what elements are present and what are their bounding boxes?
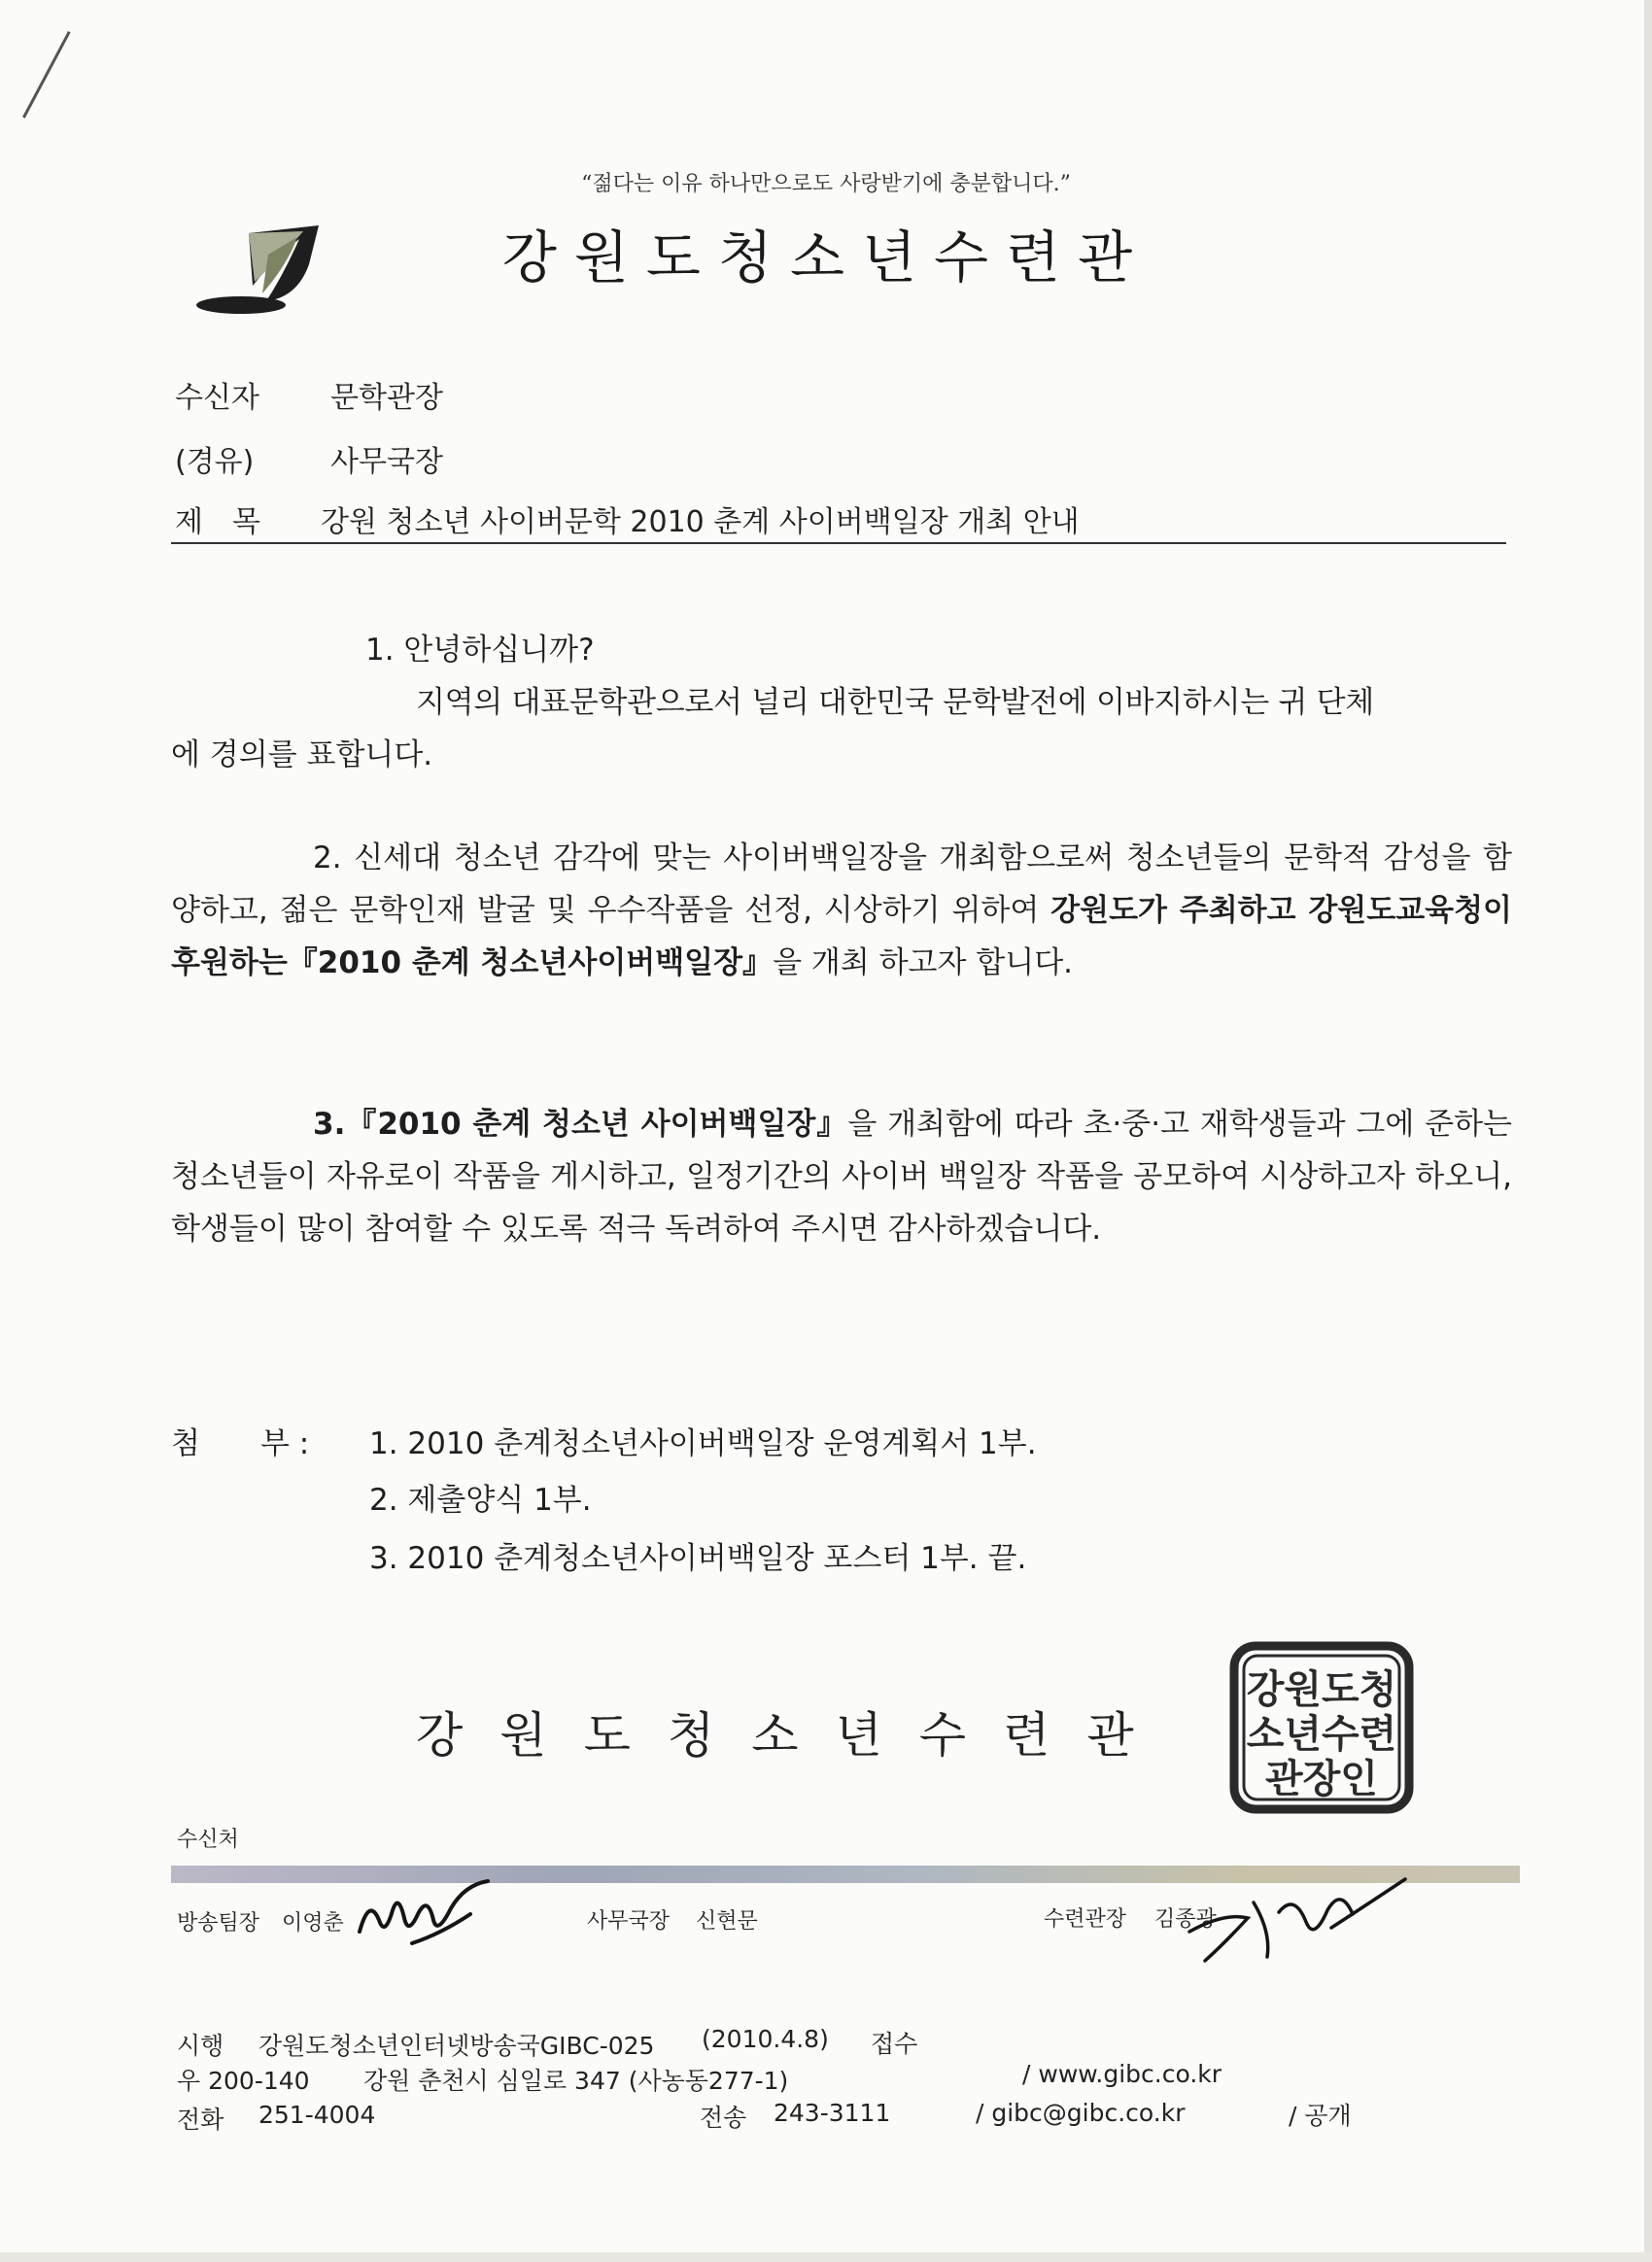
p1-line2: 지역의 대표문학관으로서 널리 대한민국 문학발전에 이바지하시는 귀 단체 <box>416 685 1374 720</box>
recipient-label: 수신자 <box>175 381 259 415</box>
seal-line-1: 강원도청 <box>1246 1667 1397 1712</box>
cc-label: 수신처 <box>177 1828 239 1852</box>
subject-label: 제 목 <box>175 505 260 539</box>
approver-3-name: 김종광 <box>1154 1907 1217 1932</box>
via-label: (경유) <box>175 445 255 479</box>
attachment-label: 첨 부 : <box>171 1426 310 1461</box>
seal-line-2: 소년수련 <box>1246 1712 1397 1757</box>
website-link[interactable]: / www.gibc.co.kr <box>1022 2060 1222 2088</box>
attachment-item-3: 3. 2010 춘계청소년사이버백일장 포스터 1부. 끝. <box>369 1541 1027 1576</box>
paragraph-2 <box>171 832 1512 989</box>
fax-number: 243-3111 <box>774 2099 891 2127</box>
official-seal <box>1228 1640 1415 1815</box>
approver-3-title: 수련관장 <box>1044 1907 1127 1932</box>
enforce-value: 강원도청소년인터넷방송국GIBC-025 <box>258 2032 655 2060</box>
fax-label: 전송 <box>700 2104 747 2132</box>
approver-2-name: 신현문 <box>696 1909 758 1934</box>
slogan: “젊다는 이유 하나만으로도 사랑받기에 충분합니다.” <box>581 172 1071 196</box>
logo-icon <box>194 225 330 317</box>
pen-mark <box>22 31 71 119</box>
p3-rest: 을 개최함에 따라 초·중·고 재학생들과 그에 준하는 청소년들이 자유로이 작품을 게시하고, 일정기간의 사이버 백일장 작품을 공모하여 시상하고자 하오니, 학생들이 많이 참여할 수 있도록 적극 독려하여 주시면 감사하겠습니다. <box>171 1107 1512 1247</box>
p1-line1: 1. 안녕하십니까? <box>365 633 595 668</box>
address: 강원 춘천시 심일로 347 (사농동277-1) <box>363 2067 789 2095</box>
enforce-date: (2010.4.8) <box>702 2025 829 2053</box>
via-value: 사무국장 <box>330 445 443 479</box>
p2-end: 을 개최 하고자 합니다. <box>773 945 1073 980</box>
email-link[interactable]: / gibc@gibc.co.kr <box>976 2099 1186 2127</box>
approver-1-title: 방송팀장 <box>177 1911 260 1936</box>
scan-edge-right <box>1644 0 1652 2262</box>
footer-org-name: 강원도청소년수련관 <box>416 1707 1171 1764</box>
recipient-value: 문학관장 <box>330 381 443 415</box>
disclosure-status: / 공개 <box>1289 2102 1352 2130</box>
p2-bold: 강원도가 주최하고 강원도교육청이 후원하는『2010 춘계 청소년사이버백일장』 <box>171 893 1512 980</box>
paragraph-3 <box>171 1098 1512 1255</box>
p2-start: 2. 신세대 청소년 감각에 맞는 사이버백일장을 개최함으로써 청소년들의 문학적 감성을 함양하고, 젊은 문학인재 발굴 및 우수작품을 선정, 시상하기 위하여 <box>171 840 1512 928</box>
p1-line3: 에 경의를 표합니다. <box>171 737 433 772</box>
phone-number: 251-4004 <box>258 2101 376 2129</box>
p3-bold: 3.『2010 춘계 청소년 사이버백일장』 <box>313 1107 848 1142</box>
paragraph-1 <box>171 624 1512 781</box>
signature-1-icon <box>354 1875 499 1949</box>
approver-2-title: 사무국장 <box>587 1909 671 1934</box>
scan-edge-bottom <box>0 2252 1652 2262</box>
signature-3-icon <box>1186 1873 1409 1967</box>
header-org-name: 강원도청소년수련관 <box>501 224 1151 291</box>
subject-value: 강원 청소년 사이버문학 2010 춘계 사이버백일장 개최 안내 <box>321 505 1080 539</box>
receipt-label: 접수 <box>871 2030 918 2058</box>
zip-code: 우 200-140 <box>177 2067 310 2095</box>
title-divider <box>171 542 1506 544</box>
phone-label: 전화 <box>177 2106 224 2134</box>
enforce-label: 시행 <box>177 2032 224 2060</box>
approver-1-name: 이영춘 <box>282 1911 344 1936</box>
seal-line-3: 관장인 <box>1265 1757 1378 1801</box>
attachment-item-2: 2. 제출양식 1부. <box>369 1483 592 1518</box>
attachment-item-1: 1. 2010 춘계청소년사이버백일장 운영계획서 1부. <box>369 1426 1037 1461</box>
